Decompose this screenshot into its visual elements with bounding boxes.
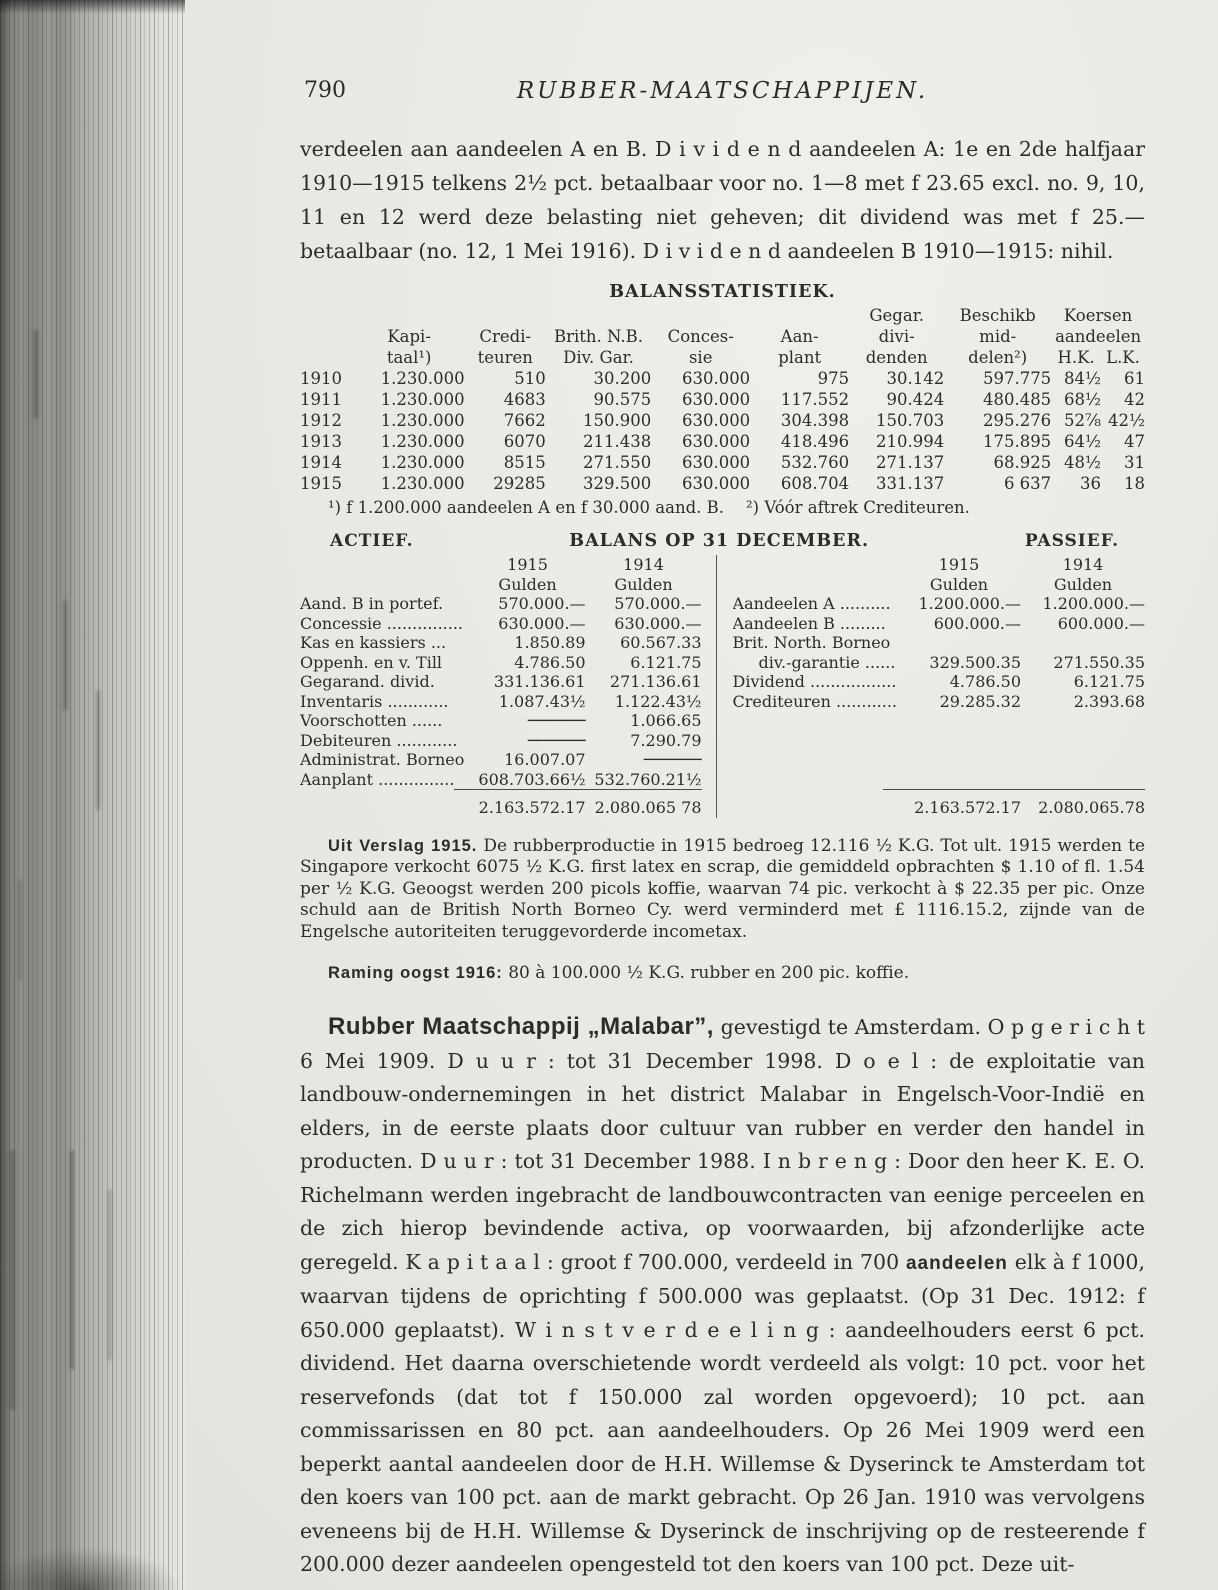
value-1915: 331.136.61: [493, 672, 586, 691]
passief-row: [733, 653, 1145, 673]
total-rule: [883, 789, 1145, 790]
stat-row: [300, 389, 1145, 410]
value-1915: 29.285.32: [939, 691, 1021, 711]
value-1914: 2.393.68: [1073, 691, 1145, 711]
cell-aanplant: 532.760: [780, 453, 850, 472]
col-brith: Brith. N.B.: [553, 327, 644, 346]
cell-lk: 47: [1124, 432, 1145, 451]
binding-smudge: [96, 690, 100, 810]
cell-year: 1914: [300, 453, 342, 472]
cell-dividenden: 331.137: [876, 474, 945, 493]
cell-crediteuren: 29285: [493, 474, 546, 493]
cell-brith: 271.550: [583, 453, 652, 472]
cell-year: 1915: [300, 474, 342, 493]
raming-line: [300, 963, 1145, 984]
footnote-2: ²) Vóór aftrek Crediteuren.: [746, 498, 970, 517]
year-1914: 1914: [1062, 555, 1104, 574]
col-lk: L.K.: [1106, 348, 1140, 367]
row-label: Administrat. Borneo: [300, 750, 465, 769]
cell-crediteuren: 6070: [503, 432, 546, 451]
binding-smudge: [64, 600, 67, 710]
malabar-text-1: gevestigd te Amsterdam. O p g e r i c h t 6 Mei 1909. D u u r : tot 31 December 1998. D o e l : de exploitatie van landbouw-ondernemingen in het district Malabar in Engelsch-Voor-Indië en elders, in de eerste plaats door cultuur van rubber en verder den handel in producten. D u u r : tot 31 December 1988. I n b r e n g : Door den heer K. E. O. Richelmann werden ingebracht de landbouwcontracten van eenige perceelen en de zich hierop bevindende activa, op voorwaarden, bij afzonderlijke acte geregeld. K a p i t a a l : groot f 700.000, verdeeld in 700: [300, 1015, 1146, 1274]
passief-row: [733, 594, 1145, 614]
cell-lk: 42: [1124, 390, 1145, 409]
unit-header-row: [733, 575, 1145, 595]
actief-total: [300, 789, 702, 818]
value-1915: [897, 633, 1021, 653]
value-1914: ──────: [643, 750, 702, 769]
malabar-paragraph: [300, 1010, 1145, 1582]
col-crediteuren: Credi-: [479, 327, 532, 346]
cell-crediteuren: 510: [514, 369, 546, 388]
value-1915: 1.087.43½: [498, 691, 586, 711]
malabar-heading: Rubber Maatschappij „Malabar”,: [328, 1013, 714, 1040]
actief-row: [300, 633, 702, 653]
actief-row: [300, 711, 702, 731]
row-label: Aand. B in portef.: [300, 594, 444, 613]
row-label: Dividend .................: [732, 672, 897, 691]
value-1914: 630.000.—: [614, 613, 702, 633]
col-aanplant: plant: [778, 348, 822, 367]
cell-concessie: 630.000: [681, 411, 751, 430]
cell-brith: 150.900: [583, 411, 652, 430]
stat-row: [300, 452, 1145, 473]
col-koersen: Koersen: [1063, 306, 1133, 325]
value-1915: 16.007.07: [504, 750, 586, 769]
cell-concessie: 630.000: [681, 390, 751, 409]
col-middelen: mid-: [979, 327, 1017, 346]
row-label: Gegarand. divid.: [300, 672, 435, 691]
unit-label: Gulden: [614, 574, 673, 594]
cell-dividenden: 150.703: [876, 411, 945, 430]
page-header: [300, 0, 1145, 112]
cell-aanplant: 304.398: [780, 411, 850, 430]
row-label: div.-garantie ......: [758, 652, 896, 672]
total-rule: [454, 789, 702, 790]
value-1915: 4.786.50: [949, 672, 1021, 691]
stat-header-row-3: [300, 347, 1145, 368]
actief-row: [300, 750, 702, 770]
row-label: Brit. North. Borneo: [732, 633, 891, 652]
cell-brith: 329.500: [583, 474, 652, 493]
cell-middelen: 175.895: [982, 432, 1052, 451]
col-gegar: Gegar.: [869, 306, 925, 325]
cell-year: 1910: [300, 369, 342, 388]
row-label: Aandeelen B .........: [732, 613, 886, 633]
total-1914: 2.080.065 78: [594, 798, 702, 817]
year-1915: 1915: [938, 555, 980, 574]
unit-label: Gulden: [929, 574, 989, 594]
col-hk: H.K.: [1057, 348, 1095, 367]
cell-middelen: 6 637: [1003, 474, 1052, 493]
actief-row: [300, 770, 702, 790]
value-1915: 608.703.66½: [478, 769, 586, 789]
binding-smudge: [108, 1190, 111, 1360]
passief-row: [733, 672, 1145, 692]
year-1915: 1915: [507, 555, 548, 574]
cell-lk: 61: [1124, 369, 1145, 388]
row-label: Crediteuren ............: [732, 691, 897, 711]
binding-smudge: [18, 880, 21, 980]
total-1915: 2.163.572.17: [478, 798, 586, 817]
row-label: Debiteuren ............: [300, 730, 458, 750]
cell-lk: 42½: [1108, 411, 1145, 430]
passief-row: [733, 614, 1145, 634]
stat-row: [300, 473, 1145, 494]
verslag-text: De rubberproductie in 1915 bedroeg 12.116 ½ K.G. Tot ult. 1915 werden te Singapore verkocht 6075 ½ K.G. first latex en scrap, die gemiddeld opbrachten $ 1.10 of fl. 1.54 per ½ K.G. Geoogst werden 200 picols koffie, waarvan 74 pic. verkocht à $ 22.35 per pic. Onze schuld aan de British North Borneo Cy. werd verminderd met £ 1116.15.2, zijnde van de Engelsche autoriteiten teruggevorderde incometax.: [300, 835, 1146, 942]
value-1915: 1.200.000.—: [918, 594, 1021, 613]
cell-concessie: 630.000: [681, 453, 751, 472]
actief-row: [300, 692, 702, 712]
stat-header-row-2: [300, 326, 1145, 347]
book-binding-edge: [0, 0, 185, 1590]
total-1914: 2.080.065.78: [1038, 798, 1145, 817]
col-kapitaal: taal¹): [386, 348, 432, 367]
cell-aanplant: 117.552: [780, 390, 850, 409]
value-1915: ──────: [527, 711, 586, 730]
col-middelen: delen²): [968, 348, 1028, 367]
col-crediteuren: teuren: [477, 348, 533, 367]
malabar-text-2: elk à f 1000, waarvan tijdens de oprichting f 500.000 was geplaatst. (Op 31 Dec. 1912: f 650.000 geplaatst). W i n s t v e r d e e l i n g : aandeelhouders eerst 6 pct. dividend. Het daarna overschietende wordt verdeeld als volgt: 10 pct. voor het reservefonds (dat tot f 150.000 zal worden opgevoerd); 10 pct. aan commissarissen en 80 pct. aan aandeelhouders. Op 26 Mei 1909 werd een beperkt aantal aandeelen door de H.H. Willemse & Dyserinck te Amsterdam tot den koers van 100 pct. aan de markt gebracht. Op 26 Jan. 1910 was vervolgens eveneens bij de H.H. Willemse & Dyserinck de inschrijving op de resteerende f 200.000 dezer aandeelen opengesteld tot den koers van 100 pct. Deze uit-: [300, 1249, 1145, 1576]
stat-table: [300, 305, 1145, 494]
actief-row: [300, 731, 702, 751]
cell-middelen: 597.775: [982, 369, 1052, 388]
cell-dividenden: 271.137: [876, 453, 945, 472]
cell-crediteuren: 4683: [503, 390, 546, 409]
col-aanplant: Aan-: [780, 327, 819, 346]
actief-label: ACTIEF.: [330, 531, 414, 551]
value-1915: ──────: [527, 730, 586, 750]
value-1915: 570.000.—: [498, 594, 586, 613]
value-1915: 1.850.89: [514, 633, 586, 652]
verslag-paragraph: [300, 836, 1145, 944]
verslag-lead: Uit Verslag 1915.: [328, 836, 478, 855]
col-beschikb: Beschikb: [959, 306, 1036, 325]
value-1914: 271.136.61: [609, 672, 702, 691]
row-label: Kas en kassiers ...: [300, 633, 447, 652]
value-1914: [1021, 633, 1145, 653]
cell-lk: 31: [1124, 453, 1145, 472]
row-label: Aanplant ...............: [300, 769, 455, 789]
cell-crediteuren: 8515: [503, 453, 546, 472]
col-dividenden: divi-: [878, 327, 915, 346]
cell-concessie: 630.000: [681, 369, 751, 388]
cell-kapitaal: 1.230.000: [380, 453, 465, 472]
value-1914: 532.760.21½: [594, 769, 702, 789]
col-concessie: Conces-: [667, 327, 734, 346]
stat-footnote: [328, 498, 1145, 517]
value-1914: 6.121.75: [1073, 672, 1145, 691]
cell-hk: 48½: [1064, 453, 1102, 472]
value-1914: 1.200.000.—: [1042, 594, 1145, 613]
balance-sheet-header: [300, 531, 1145, 551]
malabar-bold-word: aandeelen: [905, 1252, 1008, 1274]
actief-row: [300, 672, 702, 692]
unit-header-row: [300, 575, 702, 595]
cell-concessie: 630.000: [681, 474, 751, 493]
col-aandeelen: aandeelen: [1055, 327, 1142, 346]
year-header-row: [300, 555, 702, 575]
total-1915: 2.163.572.17: [914, 798, 1021, 817]
row-label: Voorschotten ......: [300, 711, 443, 730]
unit-label: Gulden: [498, 574, 557, 594]
cell-aanplant: 975: [817, 369, 850, 388]
cell-aanplant: 608.704: [780, 474, 850, 493]
cell-kapitaal: 1.230.000: [380, 474, 465, 493]
cell-crediteuren: 7662: [503, 411, 546, 430]
cell-concessie: 630.000: [681, 432, 751, 451]
passief-table: [717, 555, 1145, 818]
stat-title: BALANSSTATISTIEK.: [609, 282, 836, 302]
year-1914: 1914: [623, 555, 664, 574]
cell-kapitaal: 1.230.000: [380, 411, 465, 430]
binding-smudge: [34, 330, 38, 418]
stat-row: [300, 431, 1145, 452]
page-number: 790: [304, 78, 346, 103]
cell-middelen: 480.485: [982, 390, 1052, 409]
value-1914: 600.000.—: [1057, 613, 1145, 633]
cell-brith: 211.438: [583, 432, 652, 451]
cell-kapitaal: 1.230.000: [380, 390, 465, 409]
value-1915: 329.500.35: [929, 652, 1021, 672]
actief-row: [300, 594, 702, 614]
binding-smudge: [10, 1150, 15, 1410]
passief-row: [733, 633, 1145, 653]
value-1914: 271.550.35: [1053, 652, 1145, 672]
cell-hk: 64½: [1064, 432, 1102, 451]
value-1914: 1.122.43½: [614, 691, 702, 711]
stat-row: [300, 368, 1145, 389]
value-1914: 60.567.33: [620, 633, 702, 652]
intro-paragraph: verdeelen aan aandeelen A en B. D i v i d e n d aandeelen A: 1e en 2de halfjaar 1910—1915 telkens 2½ pct. betaalbaar voor no. 1—8 met f 23.65 excl. no. 9, 10, 11 en 12 werd deze belasting niet geheven; dit dividend was met f 25.— betaalbaar (no. 12, 1 Mei 1916). D i v i d e n d aandeelen B 1910—1915: nihil.: [300, 137, 1145, 263]
cell-year: 1912: [300, 411, 342, 430]
cell-middelen: 68.925: [993, 453, 1052, 472]
cell-hk: 52⅞: [1064, 411, 1102, 430]
value-1914: 570.000.—: [614, 594, 702, 613]
footnote-1: ¹) f 1.200.000 aandeelen A en f 30.000 aand. B.: [328, 498, 725, 517]
cell-year: 1911: [300, 390, 342, 409]
cell-lk: 18: [1124, 474, 1145, 493]
cell-brith: 90.575: [593, 390, 652, 409]
value-1915: 4.786.50: [514, 652, 586, 672]
cell-dividenden: 30.142: [886, 369, 945, 388]
cell-kapitaal: 1.230.000: [380, 369, 465, 388]
running-header: RUBBER-MAATSCHAPPIJEN.: [516, 78, 929, 104]
passief-row: [733, 692, 1145, 712]
year-header-row: [733, 555, 1145, 575]
row-label: Concessie ...............: [300, 613, 463, 633]
balans-title: BALANS OP 31 DECEMBER.: [569, 531, 870, 551]
balance-sheet: [300, 531, 1145, 818]
value-1914: 6.121.75: [630, 652, 702, 672]
col-brith: Div. Gar.: [563, 348, 634, 367]
stat-header-row-1: [300, 305, 1145, 326]
cell-middelen: 295.276: [982, 411, 1052, 430]
row-label: Aandeelen A ..........: [732, 594, 891, 613]
unit-label: Gulden: [1053, 574, 1113, 594]
value-1914: 1.066.65: [630, 711, 702, 730]
col-concessie: sie: [688, 348, 713, 367]
binding-smudge: [70, 1150, 74, 1370]
passief-label: PASSIEF.: [1024, 531, 1119, 551]
cell-year: 1913: [300, 432, 342, 451]
stat-row: [300, 410, 1145, 431]
actief-row: [300, 653, 702, 673]
actief-table: [300, 555, 717, 818]
cell-kapitaal: 1.230.000: [380, 432, 465, 451]
cell-hk: 36: [1080, 474, 1102, 493]
cell-hk: 68½: [1064, 390, 1102, 409]
cell-hk: 84½: [1064, 369, 1102, 388]
row-label: Oppenh. en v. Till: [300, 652, 443, 672]
cell-aanplant: 418.496: [780, 432, 850, 451]
printed-page-content: [300, 0, 1145, 1582]
cell-brith: 30.200: [593, 369, 652, 388]
raming-text: 80 à 100.000 ½ K.G. rubber en 200 pic. koffie.: [502, 963, 910, 983]
col-dividenden: denden: [865, 348, 928, 367]
actief-row: [300, 614, 702, 634]
passief-total: [733, 789, 1145, 818]
value-1914: 7.290.79: [630, 730, 702, 750]
value-1915: 630.000.—: [498, 613, 586, 633]
col-kapitaal: Kapi-: [387, 327, 431, 346]
cell-dividenden: 210.994: [876, 432, 945, 451]
raming-lead: Raming oogst 1916:: [328, 964, 503, 982]
value-1915: 600.000.—: [933, 613, 1021, 633]
cell-dividenden: 90.424: [886, 390, 945, 409]
row-label: Inventaris ............: [300, 691, 449, 711]
